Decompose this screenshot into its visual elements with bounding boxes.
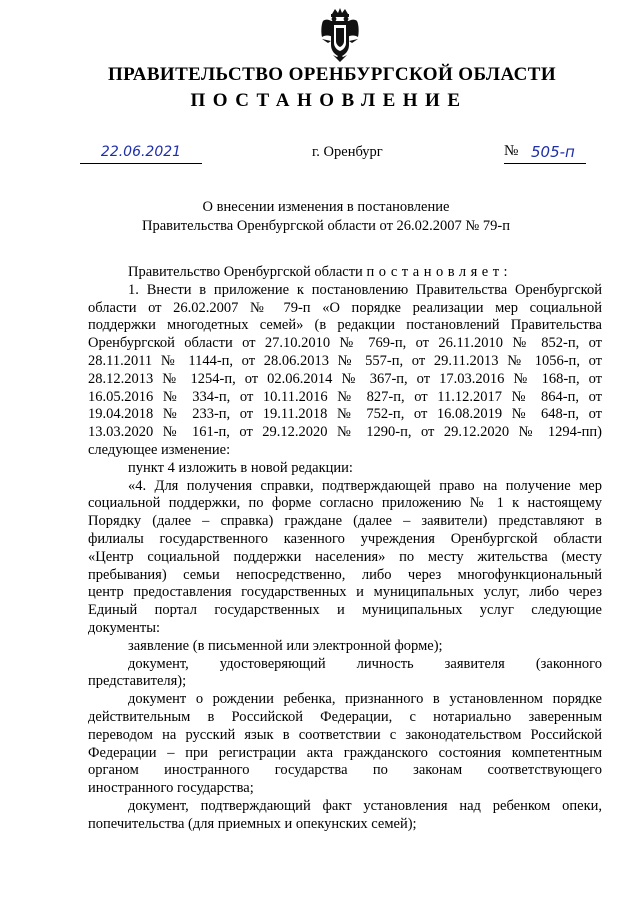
item-1-paragraph [88, 282, 602, 460]
text-line: пребывания) семьи непосредственно, либо через многофункциональный [88, 566, 602, 583]
text-line: «4. Для получения справки, подтверждающей право на получение мер [128, 477, 602, 494]
subject-line: Правительства Оренбургской области от 26.02.2007 № 79-п [142, 217, 510, 234]
intro-paragraph [88, 264, 602, 282]
text-line: области от 26.02.2007 № 79-п «О порядке реализации мер социальной [88, 299, 602, 316]
text-line: 1. Внести в приложение к постановлению Правительства Оренбургской [128, 281, 602, 298]
text-line: документ, удостоверяющий личность заявителя (законного [128, 655, 602, 672]
text-line: Порядку (далее – справка) граждане (далее – заявители) представляют в [88, 513, 602, 530]
text-line: переводом на русский язык в соответствии с законодательством Российской [88, 726, 602, 743]
text-line: Оренбургской области от 27.10.2010 № 769-п, от 26.11.2010 № 852-п, от [88, 335, 602, 352]
text-line: попечительства (для приемных и опекунских семей); [88, 815, 417, 832]
document-item-identity [88, 656, 602, 692]
text-line: 13.03.2020 № 161-п, от 29.12.2020 № 1290-п, от 29.12.2020 № 1294-пп) [88, 424, 602, 441]
text-line: Единый портал государственных и муниципальных услуг следующие [88, 602, 602, 619]
document-item-birth [88, 691, 602, 798]
text-line: социальной поддержки, по форме согласно приложению № 1 к настоящему [88, 495, 602, 512]
document-item-guardianship [88, 798, 602, 834]
text-line: филиалы государственного казенного учреждения Оренбургской области [88, 530, 602, 547]
text-line: документ о рождении ребенка, признанного в установленном порядке [128, 691, 602, 708]
decree-number-field [504, 141, 586, 164]
text-line: документ, подтверждающий факт установления над ребенком опеки, [128, 797, 602, 814]
decree-body [88, 264, 602, 834]
point-4-paragraph [88, 478, 602, 638]
text-line: действительным в Российской Федерации, с нотариально заверенным [88, 708, 602, 725]
text-line: 19.04.2018 № 233-п, от 19.11.2018 № 752-п, от 16.08.2019 № 648-п, от [88, 406, 602, 423]
intro-verb: постановляет: [366, 264, 513, 280]
text-line: 28.12.2013 № 1254-п, от 02.06.2014 № 367-п, от 17.03.2016 № 168-п, от [88, 370, 602, 387]
decree-date-field [80, 141, 202, 164]
decree-date: 22.06.2021 [100, 144, 182, 160]
text-line: следующее изменение: [88, 441, 231, 458]
text-line: поддержки многодетных семей» (в редакции постановлений Правительства [88, 317, 602, 334]
decree-number: 505-п [531, 143, 575, 161]
text-line: органом иностранного государства по законам соответствующего [88, 762, 602, 779]
intro-text: Правительство Оренбургской области [128, 264, 363, 280]
decree-city: г. Оренбург [312, 144, 383, 160]
number-sign: № [504, 143, 519, 159]
government-title: ПРАВИТЕЛЬСТВО ОРЕНБУРГСКОЙ ОБЛАСТИ [107, 64, 557, 85]
text-line: центр предоставления государственных и муниципальных услуг, либо через [88, 584, 602, 601]
text-line: 16.05.2016 № 334-п, от 10.11.2016 № 827-п, от 11.12.2017 № 864-п, от [88, 388, 602, 405]
coat-of-arms-icon [319, 7, 361, 63]
text-line: Федерации – при регистрации акта гражданского состояния компетентным [88, 744, 602, 761]
subject-line: О внесении изменения в постановление [202, 199, 450, 215]
point-4-instruction: пункт 4 изложить в новой редакции: [128, 459, 353, 476]
text-line: «Центр социальной поддержки населения» по месту жительства (месту [88, 548, 602, 565]
decree-subject [12, 198, 640, 235]
document-item-application: заявление (в письменной или электронной форме); [128, 637, 443, 654]
text-line: документы: [88, 619, 161, 636]
decree-title: ПОСТАНОВЛЕНИЕ [190, 90, 468, 111]
text-line: представителя); [88, 673, 187, 690]
text-line: 28.11.2011 № 1144-п, от 28.06.2013 № 557-п, от 29.11.2013 № 1056-п, от [88, 352, 602, 369]
text-line: иностранного государства; [88, 780, 254, 797]
